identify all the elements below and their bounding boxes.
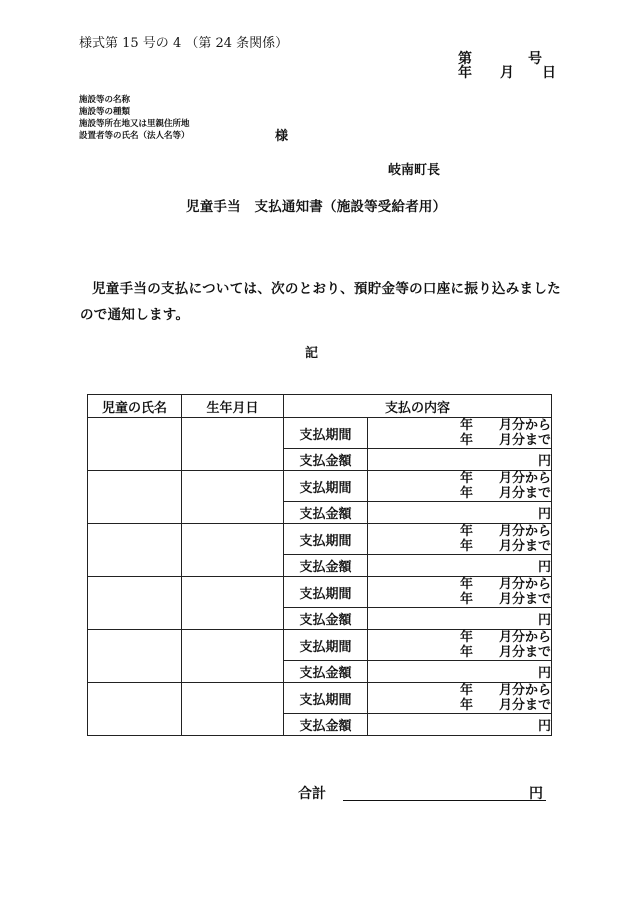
child-name-cell[interactable] — [88, 577, 182, 630]
period-value[interactable] — [368, 577, 552, 608]
amount-value[interactable] — [368, 502, 552, 524]
amount-label: 支払金額 — [284, 608, 368, 630]
period-from: 年 月分から — [460, 418, 552, 433]
child-name-cell[interactable] — [88, 683, 182, 736]
birthdate-cell[interactable] — [182, 683, 284, 736]
period-to: 年 月分まで — [460, 539, 552, 554]
document-title: 児童手当 支払通知書（施設等受給者用） — [186, 199, 447, 215]
amount-value[interactable] — [368, 714, 552, 736]
period-from: 年 月分から — [460, 630, 552, 645]
birthdate-cell[interactable] — [182, 418, 284, 471]
facility-type-label: 施設等の種類 — [79, 107, 131, 117]
header-birthdate: 生年月日 — [182, 395, 284, 418]
yen-unit: 円 — [538, 560, 552, 575]
table-row — [88, 630, 552, 661]
amount-label: 支払金額 — [284, 714, 368, 736]
child-name-cell[interactable] — [88, 524, 182, 577]
total-label: 合計 — [298, 786, 326, 802]
table-row — [88, 577, 552, 608]
payment-table — [87, 394, 552, 736]
birthdate-cell[interactable] — [182, 524, 284, 577]
period-from: 年 月分から — [460, 524, 552, 539]
body-text-line-1: 児童手当の支払については、次のとおり、預貯金等の口座に振り込みました — [92, 281, 561, 297]
table-row — [88, 524, 552, 555]
body-text-line-2: ので通知します。 — [80, 307, 190, 323]
period-to: 年 月分まで — [460, 433, 552, 448]
facility-name-label: 施設等の名称 — [79, 95, 131, 105]
header-payment-content: 支払の内容 — [284, 395, 552, 418]
honorific: 様 — [275, 129, 289, 144]
period-label: 支払期間 — [284, 524, 368, 555]
period-value[interactable] — [368, 630, 552, 661]
period-label: 支払期間 — [284, 683, 368, 714]
total-yen-unit: 円 — [529, 786, 543, 802]
form-id: 様式第 15 号の 4 （第 24 条関係） — [79, 36, 289, 51]
yen-unit: 円 — [538, 613, 552, 628]
yen-unit: 円 — [538, 666, 552, 681]
ki-label: 記 — [305, 346, 319, 361]
facility-address-label: 施設等所在地又は里親住所地 — [79, 119, 190, 129]
period-value[interactable] — [368, 418, 552, 449]
period-to: 年 月分まで — [460, 698, 552, 713]
amount-label: 支払金額 — [284, 449, 368, 471]
period-to: 年 月分まで — [460, 486, 552, 501]
document-number-label: 第 号 — [458, 51, 542, 67]
child-name-cell[interactable] — [88, 630, 182, 683]
period-value[interactable] — [368, 683, 552, 714]
amount-value[interactable] — [368, 608, 552, 630]
issue-date — [458, 62, 556, 82]
amount-value[interactable] — [368, 661, 552, 683]
table-row — [88, 418, 552, 449]
period-from: 年 月分から — [460, 577, 552, 592]
table-header-row — [88, 395, 552, 418]
total-amount-field[interactable] — [343, 800, 546, 801]
period-from: 年 月分から — [460, 471, 552, 486]
yen-unit: 円 — [538, 507, 552, 522]
founder-name-label: 設置者等の氏名（法人名等） — [79, 131, 190, 141]
amount-label: 支払金額 — [284, 555, 368, 577]
period-value[interactable] — [368, 524, 552, 555]
issue-date-label: 年 月 日 — [458, 65, 556, 81]
birthdate-cell[interactable] — [182, 577, 284, 630]
child-name-cell[interactable] — [88, 471, 182, 524]
issuer-name: 岐南町長 — [388, 163, 441, 178]
period-to: 年 月分まで — [460, 592, 552, 607]
amount-value[interactable] — [368, 449, 552, 471]
birthdate-cell[interactable] — [182, 471, 284, 524]
amount-label: 支払金額 — [284, 661, 368, 683]
period-label: 支払期間 — [284, 577, 368, 608]
table-row — [88, 471, 552, 502]
period-to: 年 月分まで — [460, 645, 552, 660]
child-name-cell[interactable] — [88, 418, 182, 471]
header-child-name: 児童の氏名 — [88, 395, 182, 418]
table-row — [88, 683, 552, 714]
yen-unit: 円 — [538, 719, 552, 734]
yen-unit: 円 — [538, 454, 552, 469]
amount-value[interactable] — [368, 555, 552, 577]
period-label: 支払期間 — [284, 471, 368, 502]
period-label: 支払期間 — [284, 418, 368, 449]
amount-label: 支払金額 — [284, 502, 368, 524]
period-label: 支払期間 — [284, 630, 368, 661]
birthdate-cell[interactable] — [182, 630, 284, 683]
period-from: 年 月分から — [460, 683, 552, 698]
period-value[interactable] — [368, 471, 552, 502]
